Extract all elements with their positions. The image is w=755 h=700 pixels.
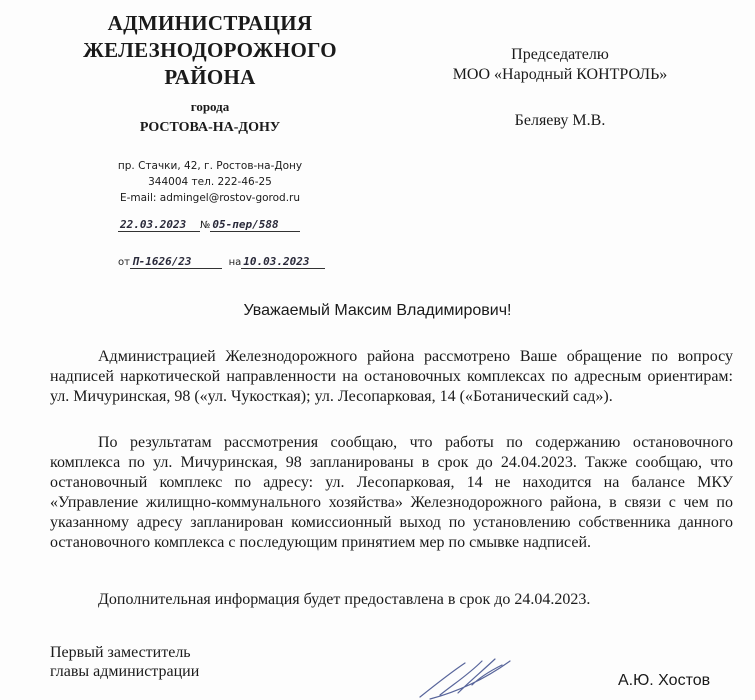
- letter-paragraph-1: Администрацией Железнодорожного района рассмотрено Ваше обращение по вопросу надписей наркотической направленности на остановочных комплексах по адресным ориентирам: ул. Мичуринская, 98 («ул. Чукосткая); ул. Лесопарковая, 14 («Ботанический сад»).: [50, 348, 733, 405]
- org-line-1: АДМИНИСТРАЦИЯ: [107, 11, 313, 35]
- registration-line: [118, 218, 300, 232]
- address-line-2: 344004 тел. 222-46-25: [148, 176, 272, 188]
- registration-date: 22.03.2023: [118, 218, 200, 232]
- reference-number: П-1626/23: [130, 255, 222, 269]
- reference-label: от: [118, 257, 130, 268]
- handwritten-signature: [410, 655, 520, 700]
- signer-name: А.Ю. Хостов: [618, 672, 711, 689]
- reference-date-label: на: [228, 257, 242, 268]
- city-name: РОСТОВА-НА-ДОНУ: [139, 120, 281, 135]
- reference-date: 10.03.2023: [241, 255, 325, 269]
- organization-name: [60, 10, 360, 91]
- recipient-name: Беляеву М.В.: [514, 112, 606, 129]
- letter-paragraph-2: По результатам рассмотрения сообщаю, что работы по содержанию остановочного комплекса по ул. Мичуринская, 98 запланированы в срок до 24.04.2023. Также сообщаю, что остановочный комплекс по адресу: ул. Лесопарковая, 14 не находится на балансе МКУ «Управление жилищно-коммунального хозяйства» Железнодорожного района, в связи с чем по указанному адресу запланирован комиссионный выход по установлению собственника данного остановочного комплекса с последующим принятием мер по смывке надписей.: [50, 434, 733, 551]
- signer-position-line-1: Первый заместитель: [50, 644, 191, 661]
- org-address: [60, 158, 360, 206]
- registration-number: 05-пер/588: [210, 218, 300, 232]
- city-label: города: [190, 99, 230, 114]
- letter-paragraph-3: Дополнительная информация будет предоставлена в срок до 24.04.2023.: [98, 591, 591, 608]
- reference-line: [118, 255, 325, 269]
- email-line: E-mail: admingel@rostov-gorod.ru: [119, 192, 301, 204]
- recipient-title: Председателю: [511, 46, 609, 63]
- recipient-organization: МОО «Народный КОНТРОЛЬ»: [452, 66, 668, 83]
- registration-number-label: №: [200, 220, 211, 231]
- salutation: Уважаемый Максим Владимирович!: [243, 302, 512, 319]
- org-line-3: РАЙОНА: [164, 65, 256, 89]
- org-line-2: ЖЕЛЕЗНОДОРОЖНОГО: [83, 38, 337, 62]
- address-line-1: пр. Стачки, 42, г. Ростов-на-Дону: [117, 160, 303, 172]
- signer-position-line-2: главы администрации: [50, 663, 200, 680]
- signer-position: [50, 643, 199, 681]
